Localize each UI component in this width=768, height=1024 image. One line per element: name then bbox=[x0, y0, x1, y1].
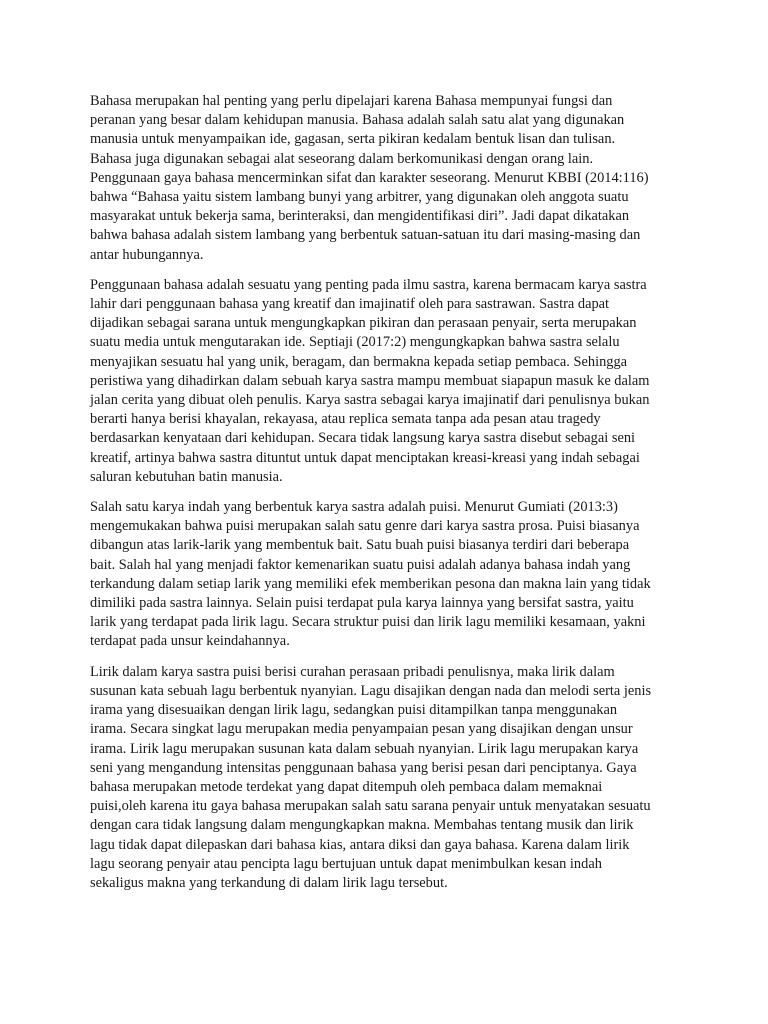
paragraph-puisi: Salah satu karya indah yang berbentuk karya sastra adalah puisi. Menurut Gumiati (2013:3) mengemukakan bahwa puisi merupakan salah satu genre dari karya sastra prosa. Puisi biasanya dibangun atas larik-larik yang membentuk bait. Satu buah puisi biasanya terdiri dari beberapa bait. Salah hal yang menjadi faktor kemenarikan suatu puisi adalah adanya bahasa indah yang terkandung dalam setiap larik yang memiliki efek memberikan pesona dan makna lain yang tidak dimiliki pada sastra lainnya. Selain puisi terdapat pula karya lainnya yang bersifat sastra, yaitu larik yang terdapat pada lirik lagu. Secara struktur puisi dan lirik lagu memiliki kesamaan, yakni terdapat pada unsur keindahannya. bbox=[90, 499, 651, 650]
paragraph-sastra: Penggunaan bahasa adalah sesuatu yang penting pada ilmu sastra, karena bermacam karya sastra lahir dari penggunaan bahasa yang kreatif dan imajinatif oleh para sastrawan. Sastra dapat dijadikan sebagai sarana untuk mengungkapkan pikiran dan perasaan penyair, serta merupakan suatu media untuk mengutarakan ide. Septiaji (2017:2) mengungkapkan bahwa sastra selalu menyajikan sesuatu hal yang unik, beragam, dan bermakna kepada setiap pembaca. Sehingga peristiwa yang dihadirkan dalam sebuah karya sastra mampu membuat siapapun masuk ke dalam jalan cerita yang dibuat oleh penulis. Karya sastra sebagai karya imajinatif dari penulisnya bukan berarti hanya berisi khayalan, rekayasa, atau replica semata tanpa ada pesan atau tragedy berdasarkan kenyataan dari kehidupan. Secara tidak langsung karya sastra disebut sebagai seni kreatif, artinya bahwa sastra dituntut untuk dapat menciptakan kreasi-kreasi yang indah sebagai saluran kebutuhan batin manusia. bbox=[90, 276, 650, 485]
paragraph-bahasa: Bahasa merupakan hal penting yang perlu dipelajari karena Bahasa mempunyai fungsi dan peranan yang besar dalam kehidupan manusia. Bahasa adalah salah satu alat yang digunakan manusia untuk menyampaikan ide, gagasan, serta pikiran kedalam bentuk lisan dan tulisan. Bahasa juga digunakan sebagai alat seseorang dalam berkomunikasi dengan orang lain. Penggunaan gaya bahasa mencerminkan sifat dan karakter seseorang. Menurut KBBI (2014:116) bahwa “Bahasa yaitu sistem lambang bunyi yang arbitrer, yang digunakan oleh anggota suatu masyarakat untuk bekerja sama, berinteraksi, dan mengidentifikasi diri”. Jadi dapat dikatakan bahwa bahasa adalah sistem lambang yang berbentuk satuan-satuan itu dari masing-masing dan antar hubungannya. bbox=[90, 93, 649, 263]
paragraph-lirik: Lirik dalam karya sastra puisi berisi curahan perasaan pribadi penulisnya, maka lirik dalam susunan kata sebuah lagu berbentuk nyanyian. Lagu disajikan dengan nada dan melodi serta jenis irama yang disesuaikan dengan lirik lagu, sedangkan puisi ditampilkan tanpa menggunakan irama. Secara singkat lagu merupakan media penyampaian pesan yang disajikan dengan unsur irama. Lirik lagu merupakan susunan kata dalam sebuah nyanyian. Lirik lagu merupakan karya seni yang mengandung intensitas penggunaan bahasa yang berisi pesan dari penciptanya. Gaya bahasa merupakan metode terdekat yang dapat ditempuh oleh pembaca dalam memaknai puisi,oleh karena itu gaya bahasa merupakan salah satu sarana penyair untuk menyatakan sesuatu dengan cara tidak langsung dalam mengungkapkan makna. Membahas tentang musik dan lirik lagu tidak dapat dilepaskan dari bahasa kias, antara diksi dan gaya bahasa. Karena dalam lirik lagu seorang penyair atau pencipta lagu bertujuan untuk dapat menimbulkan kesan indah sekaligus makna yang terkandung di dalam lirik lagu tersebut. bbox=[90, 663, 652, 891]
